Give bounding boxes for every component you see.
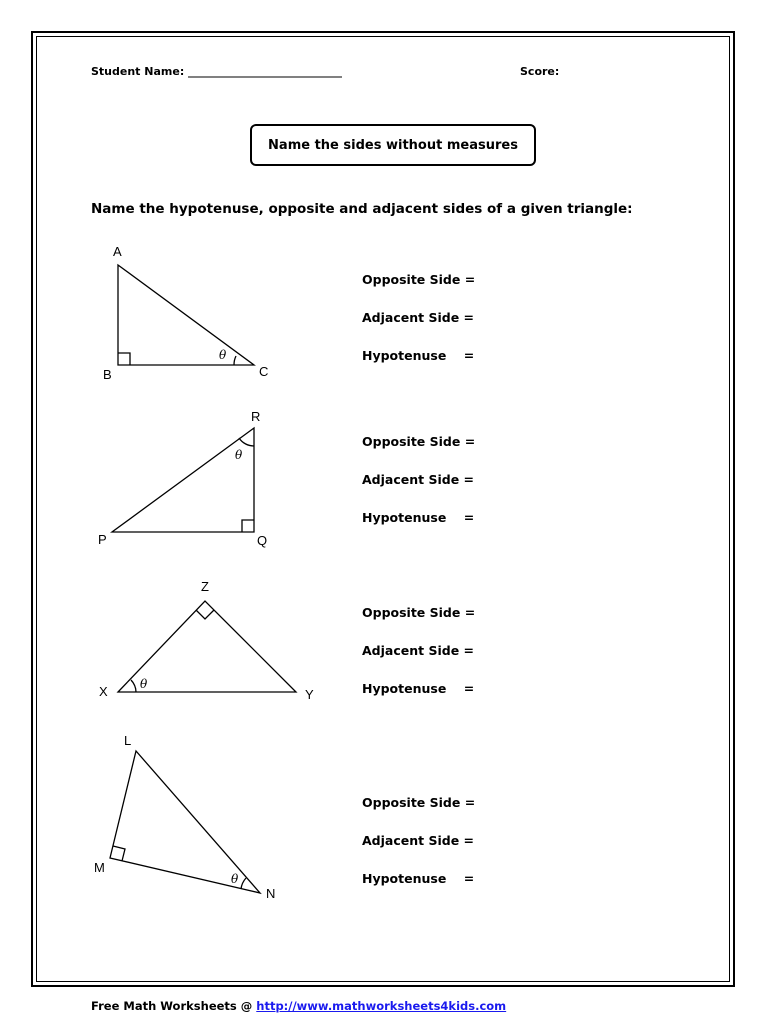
hypotenuse-label: Hypotenuse = (362, 348, 475, 363)
footer-link[interactable]: http://www.mathworksheets4kids.com (256, 999, 507, 1013)
hypotenuse-label: Hypotenuse = (362, 510, 475, 525)
adjacent-side-label: Adjacent Side = (362, 310, 474, 325)
vertex-label-a: A (113, 244, 122, 259)
theta-symbol: θ (235, 448, 243, 462)
triangle-abc (118, 265, 254, 365)
opposite-side-label: Opposite Side = (362, 434, 476, 449)
opposite-side-label: Opposite Side = (362, 272, 476, 287)
vertex-label-l: L (124, 733, 132, 748)
worksheet-title-text: Name the sides without measures (268, 137, 518, 153)
vertex-label-y: Y (305, 687, 314, 702)
theta-symbol: θ (219, 348, 227, 362)
answer-block-2 (362, 434, 475, 548)
angle-arc-c (234, 356, 236, 365)
footer (91, 999, 506, 1013)
vertex-label-n: N (266, 886, 276, 901)
angle-arc-n (241, 878, 246, 889)
vertex-label-z: Z (201, 579, 209, 594)
theta-symbol: θ (231, 872, 239, 886)
vertex-label-x: X (99, 684, 108, 699)
angle-arc-r (239, 438, 254, 446)
opposite-side-label: Opposite Side = (362, 795, 476, 810)
right-angle-marker-b (118, 353, 130, 365)
vertex-label-r: R (251, 409, 261, 424)
vertex-label-q: Q (257, 533, 268, 548)
vertex-label-b: B (103, 367, 112, 382)
theta-symbol: θ (140, 677, 148, 691)
answer-block-4 (362, 795, 475, 909)
answer-block-3 (362, 605, 475, 719)
answer-block-1 (362, 272, 475, 386)
vertex-label-m: M (94, 860, 105, 875)
vertex-label-c: C (259, 364, 269, 379)
student-name-label: Student Name: ____________________________ (91, 65, 343, 78)
right-angle-marker-q (242, 520, 254, 532)
hypotenuse-label: Hypotenuse = (362, 681, 475, 696)
angle-arc-x (131, 680, 136, 692)
opposite-side-label: Opposite Side = (362, 605, 476, 620)
score-label: Score: (520, 65, 560, 78)
right-angle-marker-z (196, 610, 214, 619)
triangle-rpq (112, 428, 254, 532)
vertex-label-p: P (98, 532, 107, 547)
footer-prefix: Free Math Worksheets @ (91, 999, 257, 1013)
instruction-text: Name the hypotenuse, opposite and adjacent sides of a given triangle: (91, 201, 633, 217)
adjacent-side-label: Adjacent Side = (362, 472, 474, 487)
adjacent-side-label: Adjacent Side = (362, 833, 474, 848)
adjacent-side-label: Adjacent Side = (362, 643, 474, 658)
hypotenuse-label: Hypotenuse = (362, 871, 475, 886)
